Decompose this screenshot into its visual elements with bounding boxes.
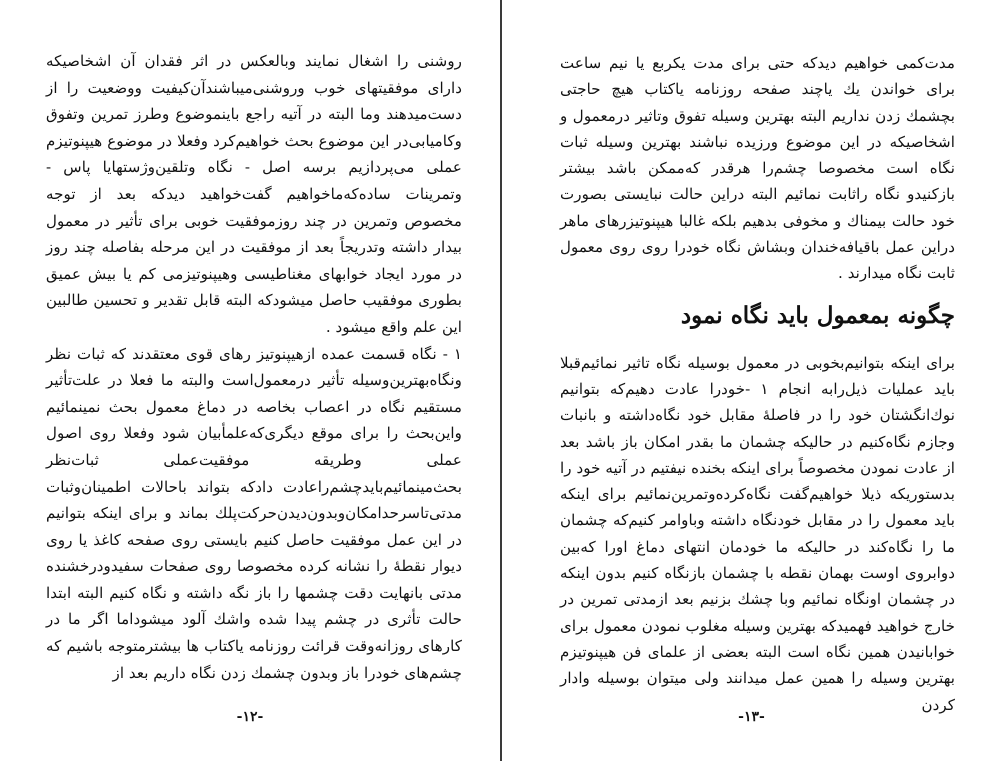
right-page-number: -۱۳- (738, 709, 765, 725)
left-page-text (46, 48, 462, 686)
left-paragraph-1: روشنی را اشغال نمایند وبالعکس در اثر فقدان آن اشخاصیکه دارای موفقیتهای خوب وروشنی‌میباشندآن‌کیفیت ووضعیت را از دست‌میدهند وما البته در آتیه راجع باینموضوع وطرز تمرین وتفوق وکامیابی‌در این موضوع بحث خواهیم‌کرد وفعلا در موضوع هیپنوتیزم عملی می‌پردازیم برسه اصل - نگاه وتلقین‌وژستهایا پاس - وتمرینات ساده‌که‌ماخواهیم گفت‌خواهید دیدکه بعد از توجه مخصوص وتمرین در چند روزموفقیت خوبی برای تأثیر در معمول بیدار داشته وتدریجاً بعد از موفقیت در این مرحله بفاصله چند روز در مورد ایجاد خوابهای مغناطیسی وهیپنوتیزمی کم یا بیش عمیق بطوری موفقیب حاصل میشودکه البته قابل تقدیر و تحسین طالبین این علم واقع میشود . (46, 52, 462, 336)
right-page-text (560, 50, 955, 718)
left-page-number: -۱۲- (236, 709, 264, 725)
right-paragraph-1: مدت‌کمی خواهیم دیدکه حتی برای مدت یکربع یا نیم ساعت برای خواندن یك یاچند صفحه روزنامه یاکتاب هیچ حاجتی بچشمك زدن نداریم البته بهترین وسیله تفوق وتاثیر درمعمول و اشخاصیکه در این موضوع ورزیده نباشند بهترین وسیله ثبات نگاه است مخصوصا چشم‌را هرقدر که‌ممکن باشد بیشتر بازکنیدو نگاه راثابت نمائیم البته دراین حالت نبایستی بصورت خود حالت بیمناك و مخوفی بدهیم بلکه غالبا هیپنوتیزرهای ماهر دراین عمل باقیافه‌خندان وبشاش نگاه خودرا روی روی معمول ثابت نگاه میدارند . (560, 54, 955, 283)
left-paragraph-2: ۱ - نگاه قسمت عمده ازهیپنوتیز رهای قوی معتقدند که ثبات نظر ونگاه‌بهترین‌وسیله تأثیر درمعمول‌است والبته ما فعلا در علت‌تأثیر مستقیم نگاه در اعصاب بخاصه در دماغ معمول بحث نمینمائیم واین‌بحث را برای موقع دیگری‌که‌علمأبیان شود وفعلا روی اصول عملی وطریقه موفقیت‌عملی ثبات‌نظر بحث‌مینمائیم‌بایدچشم‌راعادت داد‌که بتواند باحالات اطمینان‌وثبات مدتی‌تاسرحدامکان‌وبدون‌دیدن‌حرکت‌پلك بماند و برای اینکه بتوانیم در این عمل موفقیت حاصل کنیم بایستی روی صفحه کاغذ یا روی دیوار نقطهٔ را نشانه کرده مخصوصا روی صفحات سفیدودرخشنده مدتی بانهایت دقت چشمها را باز نگه داشته و نگاه کنیم البته ابتدا حالت تأثری در چشم پیدا شده واشك آلود میشوداما اگر ما در کارهای روزانه‌وقت قرائت روزنامه یاکتاب ها بیشترمتوجه باشیم که چشم‌های خودرا باز وبدون چشمك زدن نگاه داریم بعد از (46, 344, 462, 682)
right-page (502, 0, 1001, 761)
left-page (0, 0, 500, 761)
right-paragraph-2: برای اینکه بتوانیم‌بخوبی در معمول بوسیله نگاه تاثیر نمائیم‌قبلا باید عملیات ذیل‌رابه‌ انجام ۱ -خودرا عادت دهیم‌که بتوانیم نوك‌انگشتان خود را در فاصلهٔ مقابل خود نگاه‌داشته و بانبات وجازم نگاه‌کنیم در حالیکه چشمان ما بقدر امکان باز باشد بعد از عادت نمودن مخصوصاً برای اینکه بخنده نیفتیم در آتیه خود را بدستوریکه ذیلا خواهیم‌گفت نگاه‌کرده‌وتمرین‌نمائیم برای اینکه باید معمول را در مقابل خودنگاه داشته وباوامر کنیم‌که چشمان ما را نگاه‌کند در حالیکه ما خودمان انتهای دماغ اورا که‌بین دوابروی اوست بهمان نقطه با چشمان بازنگاه کنیم بدون اینکه در چشمان اونگاه نمائیم وبا چشك بزنیم بعد ازمدتی تمرین در خارج خواهید فهمیدکه بهترین وسیله مغلوب نمودن معمول برای خوابانیدن همین نگاه است البته بعضی از علمای فن هیپنوتیزم بهترین وسیله را همین عمل میدانند ولی میتوان بوسیله وادار کردن (560, 353, 955, 714)
section-heading: چگونه بمعمول باید نگاه نمود (680, 301, 955, 329)
